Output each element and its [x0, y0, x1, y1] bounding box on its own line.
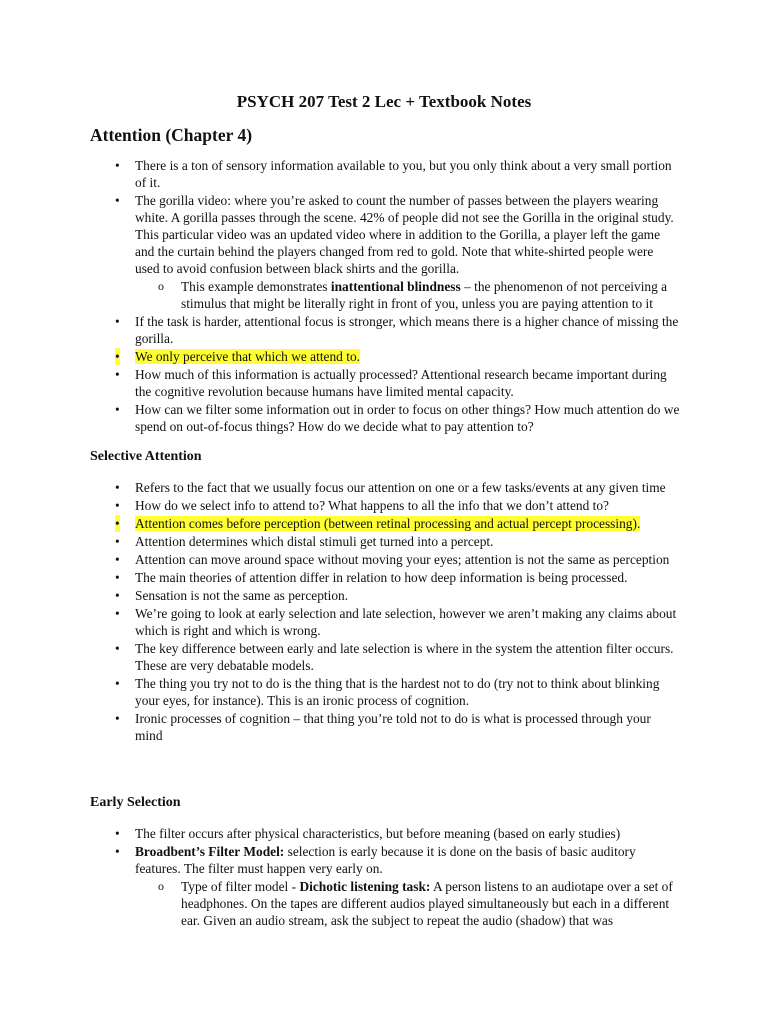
selective-attention-list	[0, 479, 768, 745]
sub-list-item: o Type of filter model - Dichotic listening task: A person listens to an audiotape over a set of headphones. On the tapes are different audios played simultaneously but each in a different ear. Given an audio stream, ask the subject to repeat the audio (shadow) that was	[158, 879, 673, 928]
bullet-icon: •	[115, 402, 120, 417]
sub-bullet-icon: o	[158, 879, 164, 893]
bullet-icon: •	[115, 570, 120, 585]
bullet-icon: •	[115, 676, 120, 691]
bullet-icon: •	[115, 498, 120, 513]
bullet-icon: •	[115, 158, 120, 173]
term-dichotic-listening-task: Dichotic listening task:	[299, 879, 431, 894]
bullet-icon: •	[115, 480, 120, 495]
list-item: • We’re going to look at early selection and late selection, however we aren’t making any claims about which is right and which is wrong.	[115, 606, 677, 638]
list-item: • The gorilla video: where you’re asked to count the number of passes between the players wearing white. A gorilla passes through the scene. 42% of people did not see the Gorilla in the original study. This particular video was an updated video where in addition to the Gorilla, a player left the game and the curtain behind the players changed from red to gold. Note that white-shirted people were used to avoid confusion between black shirts and the gorilla.	[115, 193, 674, 276]
bullet-icon: •	[115, 314, 120, 329]
bullet-icon: •	[115, 711, 120, 726]
bullet-icon: •	[115, 349, 120, 364]
bullet-icon: •	[115, 193, 120, 208]
early-selection-list	[0, 825, 768, 930]
bullet-icon: •	[115, 516, 120, 531]
bullet-icon: •	[115, 641, 120, 656]
list-item: • Attention determines which distal stimuli get turned into a percept.	[115, 534, 494, 549]
list-item: • Refers to the fact that we usually focus our attention on one or a few tasks/events at any given time	[115, 480, 666, 495]
term-inattentional-blindness: inattentional blindness	[330, 279, 461, 294]
document-title: PSYCH 207 Test 2 Lec + Textbook Notes	[236, 92, 532, 111]
section-heading-early-selection: Early Selection	[90, 795, 181, 810]
list-item: • The filter occurs after physical characteristics, but before meaning (based on early studies)	[115, 826, 621, 841]
list-item: • How do we select info to attend to? What happens to all the info that we don’t attend to?	[115, 498, 610, 513]
bullet-icon: •	[115, 844, 120, 859]
section-heading-attention: Attention (Chapter 4)	[90, 125, 253, 145]
list-item: • The thing you try not to do is the thing that is the hardest not to do (try not to think about blinking your eyes, for instance). This is an ironic process of cognition.	[115, 676, 660, 708]
attention-list	[0, 157, 768, 436]
highlighted-text: Attention comes before perception (between retinal processing and actual percept processing).	[135, 516, 641, 531]
list-item-highlighted	[0, 348, 768, 365]
bullet-icon: •	[115, 534, 120, 549]
list-item: • How much of this information is actually processed? Attentional research became important during the cognitive revolution because humans have limited mental capacity.	[115, 367, 667, 399]
list-item: • The main theories of attention differ in relation to how deep information is being processed.	[115, 570, 628, 585]
list-item: • Broadbent’s Filter Model: selection is early because it is done on the basis of basic auditory features. The filter must happen very early on.	[115, 844, 636, 876]
bullet-icon: •	[115, 826, 120, 841]
sub-list-item: o This example demonstrates inattentional blindness – the phenomenon of not perceiving a stimulus that might be literally right in front of you, unless you are paying attention to it	[158, 279, 668, 311]
sub-bullet-icon: o	[158, 279, 164, 293]
list-item: • Sensation is not the same as perception.	[115, 588, 349, 603]
list-item: • How can we filter some information out in order to focus on other things? How much attention do we spend on out-of-focus things? How do we decide what to pay attention to?	[115, 402, 680, 434]
list-item: • There is a ton of sensory information available to you, but you only think about a very small portion of it.	[115, 158, 672, 190]
term-broadbents-filter-model: Broadbent’s Filter Model:	[135, 844, 285, 859]
list-item-highlighted	[0, 515, 768, 532]
section-heading-selective-attention: Selective Attention	[90, 449, 202, 464]
bullet-icon: •	[115, 606, 120, 621]
list-item: • Attention can move around space without moving your eyes; attention is not the same as perception	[115, 552, 670, 567]
list-item: • Ironic processes of cognition – that thing you’re told not to do is what is processed through your mind	[115, 711, 651, 743]
bullet-icon: •	[115, 367, 120, 382]
highlighted-text: We only perceive that which we attend to.	[135, 349, 360, 364]
list-item: • The key difference between early and late selection is where in the system the attention filter occurs. These are very debatable models.	[115, 641, 674, 673]
list-item: • If the task is harder, attentional focus is stronger, which means there is a higher chance of missing the gorilla.	[115, 314, 679, 346]
bullet-icon: •	[115, 588, 120, 603]
bullet-icon: •	[115, 552, 120, 567]
